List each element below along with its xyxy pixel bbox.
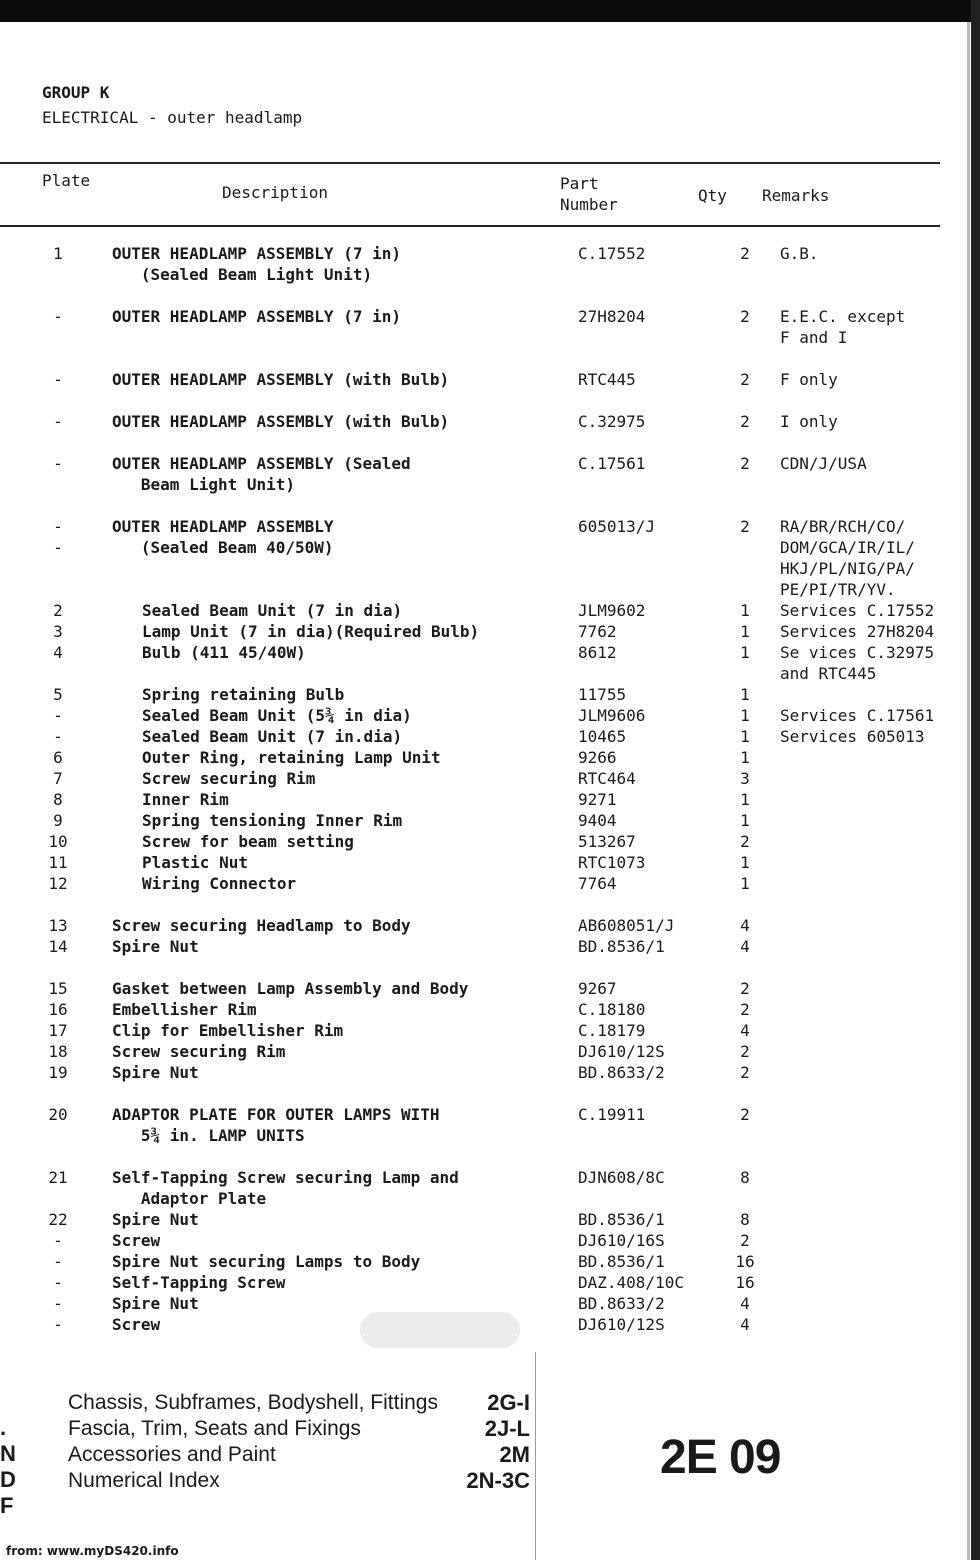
row-qty: 2 (740, 517, 750, 536)
row-description: Screw (112, 1231, 161, 1250)
row-part-number: C.19911 (578, 1105, 646, 1124)
row-plate: 7 (53, 769, 63, 788)
row-plate: 4 (53, 643, 63, 662)
row-part-number: JLM9602 (578, 601, 646, 620)
row-qty: 4 (740, 1315, 750, 1334)
row-qty: 2 (740, 1105, 750, 1124)
row-description: Self-Tapping Screw (112, 1273, 286, 1292)
row-description: OUTER HEADLAMP ASSEMBLY (with Bulb) (112, 412, 450, 431)
row-plate (20, 579, 80, 600)
nav-entry (68, 1390, 530, 1416)
row-part-number: RTC464 (578, 769, 636, 788)
row-qty (720, 1188, 770, 1209)
row-plate: - (53, 1231, 63, 1250)
row-remarks: F and I (780, 328, 848, 347)
table-row (20, 264, 960, 285)
nav-label: Fascia, Trim, Seats and Fixings (68, 1417, 361, 1440)
row-qty (720, 264, 770, 285)
row-description: Sealed Beam Unit (7 in dia) (142, 601, 403, 620)
row-description: Screw securing Headlamp to Body (112, 916, 411, 935)
row-part-number: DJ610/12S (578, 1315, 665, 1334)
row-description: Screw (112, 1315, 161, 1334)
row-remarks: Services C.17561 (780, 706, 935, 725)
table-row (20, 243, 960, 264)
row-qty: 4 (740, 937, 750, 956)
table-row (20, 621, 960, 642)
row-qty: 1 (740, 874, 750, 893)
col-plate: Plate (42, 171, 91, 190)
row-description: Plastic Nut (142, 853, 248, 872)
row-plate: - (53, 307, 63, 326)
row-remarks (770, 1209, 970, 1230)
page-header (42, 80, 302, 130)
row-description: Outer Ring, retaining Lamp Unit (142, 748, 441, 767)
row-part-number: 10465 (578, 727, 627, 746)
row-description: ADAPTOR PLATE FOR OUTER LAMPS WITH (112, 1105, 440, 1124)
row-plate: - (53, 1252, 63, 1271)
table-row (20, 768, 960, 789)
row-plate: 1 (53, 244, 63, 263)
header-top-rule (0, 162, 940, 164)
row-remarks: E.E.C. except (780, 307, 906, 326)
table-row (20, 1272, 960, 1293)
table-row (20, 1188, 960, 1209)
row-part-number: RTC1073 (578, 853, 646, 872)
row-part-number: JLM9606 (578, 706, 646, 725)
table-row (20, 726, 960, 747)
row-remarks (770, 1062, 970, 1083)
table-row (20, 642, 960, 663)
table-row (20, 789, 960, 810)
footer-nav (68, 1390, 530, 1494)
table-row (20, 831, 960, 852)
row-qty: 2 (740, 979, 750, 998)
group-title: GROUP K (42, 83, 110, 102)
row-plate: 20 (48, 1105, 68, 1124)
parts-table (0, 243, 960, 1335)
table-row (20, 705, 960, 726)
row-qty: 1 (740, 622, 750, 641)
table-row (20, 306, 960, 327)
row-part-number (566, 558, 720, 579)
row-plate: 16 (48, 1000, 68, 1019)
table-row (20, 600, 960, 621)
table-row (20, 915, 960, 936)
table-row (20, 516, 960, 537)
header-bottom-rule (0, 225, 940, 227)
row-part-number (566, 579, 720, 600)
table-row (20, 1230, 960, 1251)
row-part-number: 11755 (578, 685, 627, 704)
table-row (20, 810, 960, 831)
table-row (20, 684, 960, 705)
table-row (20, 1020, 960, 1041)
row-plate: - (53, 706, 63, 725)
row-description: (Sealed Beam 40/50W) (112, 538, 334, 557)
row-remarks (770, 936, 970, 957)
row-part-number: 9267 (578, 979, 617, 998)
col-qty: Qty (698, 186, 727, 205)
row-plate: 17 (48, 1021, 68, 1040)
row-plate: 2 (53, 601, 63, 620)
row-qty: 2 (740, 1000, 750, 1019)
col-part-line2: Number (560, 195, 618, 214)
row-plate (20, 663, 80, 684)
row-description: OUTER HEADLAMP ASSEMBLY (7 in) (112, 244, 401, 263)
table-row (20, 936, 960, 957)
row-remarks: and RTC445 (780, 664, 877, 683)
row-remarks: RA/BR/RCH/CO/ (780, 517, 906, 536)
row-description (80, 579, 566, 600)
row-qty: 1 (740, 748, 750, 767)
row-part-number: C.32975 (578, 412, 646, 431)
table-row (20, 663, 960, 684)
row-description: Sealed Beam Unit (7 in.dia) (142, 727, 403, 746)
row-part-number (566, 1188, 720, 1209)
row-plate: 19 (48, 1063, 68, 1082)
row-description: Spire Nut (112, 1210, 199, 1229)
nav-label: Accessories and Paint (68, 1443, 276, 1466)
row-remarks (770, 873, 970, 894)
row-plate: - (53, 727, 63, 746)
row-plate: 22 (48, 1210, 68, 1229)
row-part-number: BD.8536/1 (578, 1210, 665, 1229)
row-plate: - (53, 1273, 63, 1292)
row-qty (720, 1125, 770, 1146)
row-qty (720, 663, 770, 684)
row-description: Screw securing Rim (142, 769, 316, 788)
stamp-mark (360, 1312, 520, 1348)
table-row (20, 1167, 960, 1188)
row-remarks (770, 789, 970, 810)
table-row (20, 1062, 960, 1083)
row-part-number: 9404 (578, 811, 617, 830)
row-remarks: I only (780, 412, 838, 431)
tab-letter: N (0, 1441, 16, 1466)
row-remarks (770, 810, 970, 831)
table-row (20, 1125, 960, 1146)
row-part-number: BD.8536/1 (578, 1252, 665, 1271)
row-qty: 1 (740, 601, 750, 620)
table-row (20, 453, 960, 474)
row-remarks (770, 1167, 970, 1188)
row-remarks (770, 684, 970, 705)
row-plate (20, 1125, 80, 1146)
row-plate: - (53, 538, 63, 557)
row-part-number: 9266 (578, 748, 617, 767)
row-description (80, 558, 566, 579)
row-part-number: 513267 (578, 832, 636, 851)
row-plate: 8 (53, 790, 63, 809)
row-part-number: C.17561 (578, 454, 646, 473)
row-plate (20, 474, 80, 495)
source-credit: from: www.myDS420.info (6, 1544, 179, 1558)
row-remarks (770, 1314, 970, 1335)
row-part-number: DAZ.408/10C (578, 1273, 684, 1292)
row-remarks (770, 1104, 970, 1125)
row-part-number: 9271 (578, 790, 617, 809)
row-part-number: C.18179 (578, 1021, 646, 1040)
nav-label: Numerical Index (68, 1469, 220, 1492)
table-row (20, 1209, 960, 1230)
row-description: Wiring Connector (142, 874, 297, 893)
row-remarks: PE/PI/TR/YV. (780, 580, 896, 599)
row-remarks (770, 264, 970, 285)
row-description: Spire Nut securing Lamps to Body (112, 1252, 421, 1271)
row-plate: 9 (53, 811, 63, 830)
table-row (20, 558, 960, 579)
row-qty: 2 (740, 412, 750, 431)
row-remarks (770, 1272, 970, 1293)
row-part-number (566, 1125, 720, 1146)
row-part-number: BD.8536/1 (578, 937, 665, 956)
row-part-number: C.17552 (578, 244, 646, 263)
table-row (20, 873, 960, 894)
row-remarks (770, 474, 970, 495)
row-remarks (770, 1188, 970, 1209)
row-part-number: BD.8633/2 (578, 1294, 665, 1313)
row-plate (20, 264, 80, 285)
table-row (20, 1104, 960, 1125)
row-plate: 15 (48, 979, 68, 998)
row-description: Bulb (411 45/40W) (142, 643, 306, 662)
row-remarks: Services 27H8204 (780, 622, 935, 641)
row-description: Adaptor Plate (112, 1189, 267, 1208)
row-description (80, 663, 566, 684)
row-description: Spire Nut (112, 937, 199, 956)
row-plate: 18 (48, 1042, 68, 1061)
row-description: Inner Rim (142, 790, 229, 809)
fiche-number: 2E 09 (660, 1431, 781, 1484)
row-part-number: C.18180 (578, 1000, 646, 1019)
row-description: Sealed Beam Unit (5¾ in dia) (142, 706, 412, 725)
row-description: Spire Nut (112, 1063, 199, 1082)
tab-letter: D (0, 1467, 16, 1492)
row-description: Spring tensioning Inner Rim (142, 811, 403, 830)
row-part-number (566, 537, 720, 558)
row-qty: 4 (740, 1021, 750, 1040)
row-part-number: DJN608/8C (578, 1168, 665, 1187)
row-qty: 2 (740, 1042, 750, 1061)
row-plate: 13 (48, 916, 68, 935)
row-description: Screw for beam setting (142, 832, 354, 851)
row-qty: 2 (740, 1063, 750, 1082)
row-part-number (566, 264, 720, 285)
row-description: Self-Tapping Screw securing Lamp and (112, 1168, 459, 1187)
row-qty: 3 (740, 769, 750, 788)
row-plate: - (53, 517, 63, 536)
table-row (20, 978, 960, 999)
row-description: Spring retaining Bulb (142, 685, 345, 704)
col-remarks: Remarks (762, 186, 830, 205)
row-part-number: 27H8204 (578, 307, 646, 326)
row-plate (20, 327, 80, 348)
row-description: Gasket between Lamp Assembly and Body (112, 979, 469, 998)
row-part-number (566, 474, 720, 495)
row-qty: 4 (740, 1294, 750, 1313)
row-remarks (770, 747, 970, 768)
row-remarks: F only (780, 370, 838, 389)
nav-code: 2G-I (487, 1390, 530, 1415)
row-description: Embellisher Rim (112, 1000, 257, 1019)
row-remarks (770, 1230, 970, 1251)
row-qty: 1 (740, 811, 750, 830)
row-part-number (566, 327, 720, 348)
row-plate: 3 (53, 622, 63, 641)
row-plate (20, 1188, 80, 1209)
table-row (20, 579, 960, 600)
row-part-number: AB608051/J (578, 916, 675, 935)
row-description: Spire Nut (112, 1294, 199, 1313)
row-plate: 14 (48, 937, 68, 956)
row-qty (720, 558, 770, 579)
nav-label: Chassis, Subframes, Bodyshell, Fittings (68, 1391, 438, 1414)
table-row (20, 327, 960, 348)
nav-code: 2M (499, 1442, 530, 1467)
row-description: OUTER HEADLAMP ASSEMBLY (with Bulb) (112, 370, 450, 389)
row-part-number (566, 663, 720, 684)
row-description: OUTER HEADLAMP ASSEMBLY (Sealed (112, 454, 411, 473)
row-qty: 1 (740, 790, 750, 809)
col-description: Description (222, 183, 328, 202)
row-qty: 2 (740, 244, 750, 263)
footer-tab-letters (0, 1415, 16, 1519)
row-remarks: Services C.17552 (780, 601, 935, 620)
row-remarks (770, 1251, 970, 1272)
row-qty: 2 (740, 454, 750, 473)
row-remarks: Services 605013 (780, 727, 925, 746)
row-qty (720, 327, 770, 348)
row-qty: 2 (740, 370, 750, 389)
row-qty: 16 (735, 1252, 755, 1271)
table-row (20, 1041, 960, 1062)
row-qty: 1 (740, 853, 750, 872)
row-remarks (770, 1293, 970, 1314)
table-row (20, 474, 960, 495)
row-plate (20, 558, 80, 579)
row-part-number: 7762 (578, 622, 617, 641)
table-row (20, 1293, 960, 1314)
row-qty: 1 (740, 706, 750, 725)
row-plate: 21 (48, 1168, 68, 1187)
row-plate: - (53, 1294, 63, 1313)
row-remarks (770, 1020, 970, 1041)
row-plate: 12 (48, 874, 68, 893)
row-remarks (770, 852, 970, 873)
row-remarks: G.B. (780, 244, 819, 263)
col-part-line1: Part (560, 174, 599, 193)
row-qty: 1 (740, 727, 750, 746)
row-remarks: DOM/GCA/IR/IL/ (780, 538, 915, 557)
row-description: OUTER HEADLAMP ASSEMBLY (7 in) (112, 307, 401, 326)
row-qty: 16 (735, 1273, 755, 1292)
table-row (20, 537, 960, 558)
row-qty: 8 (740, 1168, 750, 1187)
row-qty: 2 (740, 307, 750, 326)
row-remarks (770, 768, 970, 789)
row-part-number: 7764 (578, 874, 617, 893)
row-plate: - (53, 1315, 63, 1334)
table-row (20, 369, 960, 390)
row-remarks: Se vices C.32975 (780, 643, 935, 662)
nav-entry (68, 1442, 530, 1468)
row-remarks (770, 999, 970, 1020)
row-plate: - (53, 370, 63, 389)
table-row (20, 999, 960, 1020)
nav-entry (68, 1416, 530, 1442)
tab-letter: . (0, 1415, 7, 1440)
table-row (20, 411, 960, 432)
row-qty (720, 579, 770, 600)
row-qty (720, 474, 770, 495)
row-plate: 5 (53, 685, 63, 704)
row-description: Clip for Embellisher Rim (112, 1021, 344, 1040)
top-border (0, 0, 980, 22)
row-remarks (770, 1125, 970, 1146)
row-remarks (770, 1041, 970, 1062)
row-qty (720, 537, 770, 558)
row-qty: 8 (740, 1210, 750, 1229)
row-qty: 2 (740, 832, 750, 851)
row-qty: 1 (740, 685, 750, 704)
row-remarks: CDN/J/USA (780, 454, 867, 473)
row-remarks (770, 831, 970, 852)
row-part-number: DJ610/12S (578, 1042, 665, 1061)
row-part-number: BD.8633/2 (578, 1063, 665, 1082)
row-part-number: RTC445 (578, 370, 636, 389)
row-qty: 1 (740, 643, 750, 662)
row-qty: 4 (740, 916, 750, 935)
row-plate: 11 (48, 853, 68, 872)
row-description: OUTER HEADLAMP ASSEMBLY (112, 517, 334, 536)
section-title: ELECTRICAL - outer headlamp (42, 108, 303, 127)
row-description: Lamp Unit (7 in dia)(Required Bulb) (142, 622, 480, 641)
nav-entry (68, 1468, 530, 1494)
row-description: Screw securing Rim (112, 1042, 286, 1061)
right-border (971, 0, 980, 1560)
row-plate: - (53, 412, 63, 431)
table-row (20, 747, 960, 768)
row-plate: 10 (48, 832, 68, 851)
nav-code: 2N-3C (466, 1468, 530, 1493)
row-remarks: HKJ/PL/NIG/PA/ (780, 559, 915, 578)
col-part-number (560, 173, 618, 215)
row-part-number: DJ610/16S (578, 1231, 665, 1250)
row-description: 5¾ in. LAMP UNITS (112, 1126, 305, 1145)
row-description (80, 327, 566, 348)
table-row (20, 852, 960, 873)
row-description: (Sealed Beam Light Unit) (112, 265, 373, 284)
row-remarks (770, 978, 970, 999)
row-part-number: 8612 (578, 643, 617, 662)
nav-code: 2J-L (484, 1416, 530, 1441)
row-part-number: 605013/J (578, 517, 656, 536)
row-description: Beam Light Unit) (112, 475, 296, 494)
row-plate: 6 (53, 748, 63, 767)
tab-letter: F (0, 1493, 14, 1518)
row-qty: 2 (740, 1231, 750, 1250)
row-remarks (770, 915, 970, 936)
table-row (20, 1251, 960, 1272)
row-plate: - (53, 454, 63, 473)
